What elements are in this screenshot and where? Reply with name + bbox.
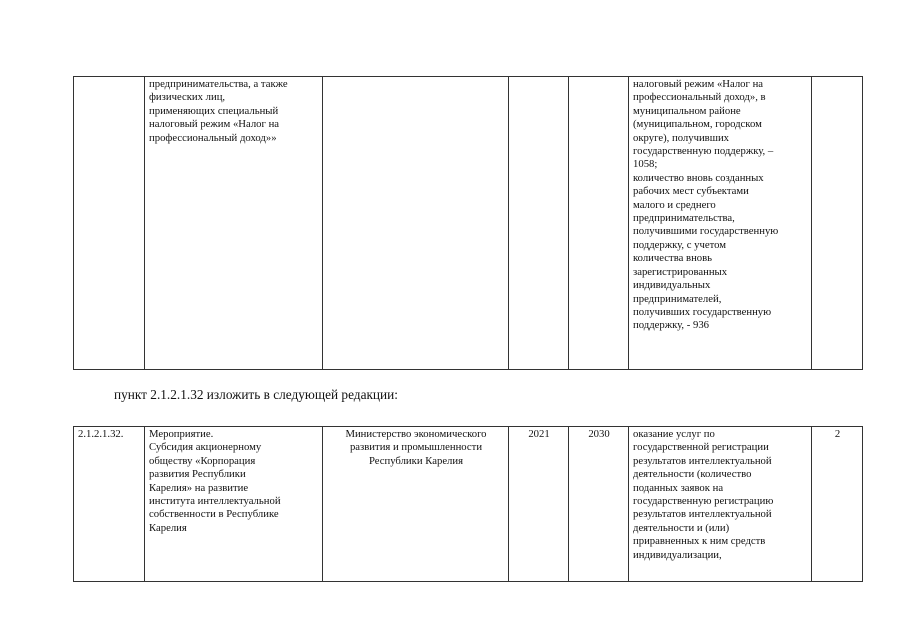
table-row [74,77,863,370]
cell-executor: Министерство экономического развития и промышленности Республики Карелия [323,427,509,582]
cell-measure-name: предпринимательства, а также физических лиц, применяющих специальный налоговый режим «Налог на профессиональный доход»» [145,77,323,370]
cell-start-year [509,77,569,370]
cell-measure-name: Мероприятие. Субсидия акционерному обществу «Корпорация развития Республики Карелия» на развитие института интеллектуальной собственности в Республике Карелия [145,427,323,582]
cell-extra: 2 [812,427,863,582]
cell-code: 2.1.2.1.32. [74,427,145,582]
cell-executor [323,77,509,370]
continuation-table [73,76,863,370]
cell-indicator: налоговый режим «Налог на профессиональный доход», в муниципальном районе (муниципальном, городском округе), получивших государственную поддержку, – 1058; количество вновь созданных рабочих мест субъектами малого и среднего предпринимательства, получившими государственную поддержку, с учетом количества вновь зарегистрированных индивидуальных предпринимателей, получивших государственную поддержку, - 936 [629,77,812,370]
cell-code [74,77,145,370]
cell-end-year: 2030 [569,427,629,582]
cell-extra [812,77,863,370]
amendment-instruction: пункт 2.1.2.1.32 изложить в следующей редакции: [114,387,398,402]
cell-indicator: оказание услуг по государственной регистрации результатов интеллектуальной деятельности (количество поданных заявок на государственную регистрацию результатов интеллектуальной деятельности и (или) приравненных к ним средств индивидуализации, [629,427,812,582]
cell-end-year [569,77,629,370]
cell-start-year: 2021 [509,427,569,582]
amendment-table [73,426,863,582]
table-row [74,427,863,582]
